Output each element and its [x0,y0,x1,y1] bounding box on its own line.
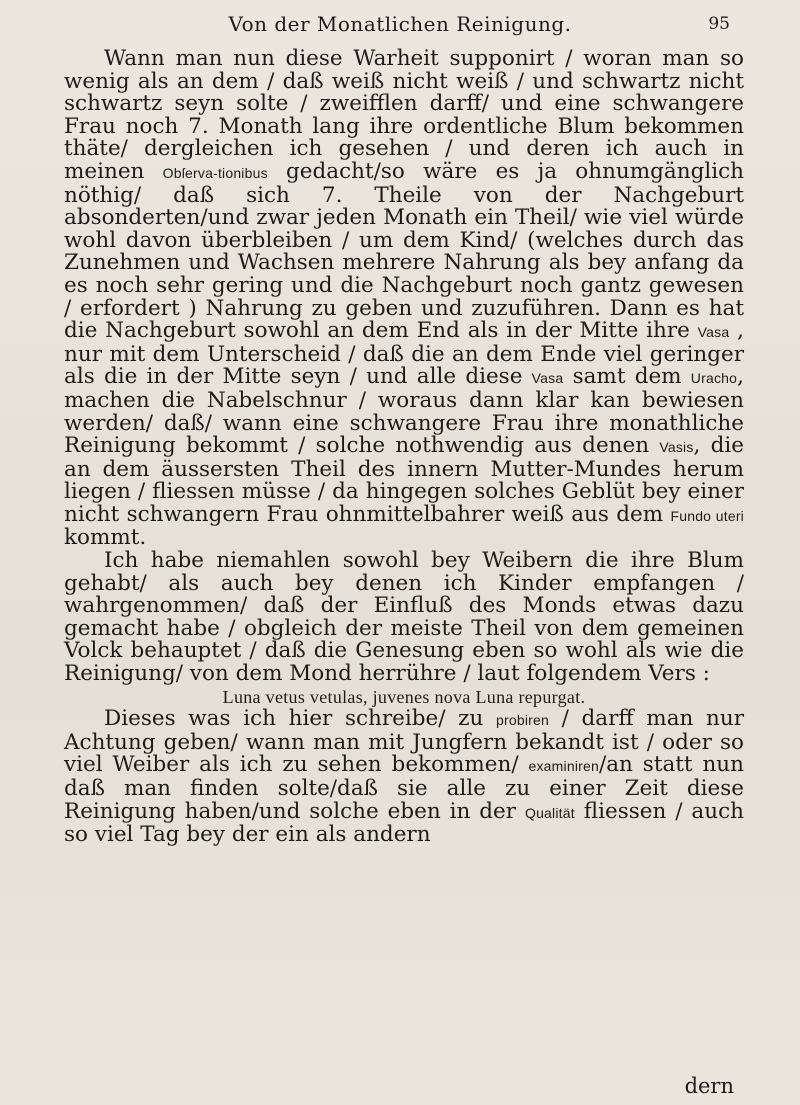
text-run: Ich habe niemahlen sowohl bey Weibern die ihre Blum gehabt/ als auch bey denen ich Kinder empfangen / wahrgenommen/ daß der Einfluß des Monds etwas dazu gemacht habe / obgleich der meiste Theil von dem gemeinen Volck behauptet / daß die Genesung eben so wohl als wie die Reinigung/ von dem Mond herrühre / laut folgendem Vers : [64,548,744,687]
text-run: samt dem [563,364,691,390]
text-run: Dieses was ich hier schreibe/ zu [104,706,496,732]
body-text [64,48,744,847]
latin-term: Uracho [690,370,738,387]
latin-term: Obſerva-tionibus [162,164,268,181]
catchword: dern [684,1074,734,1098]
latin-term: Vasa [531,370,564,387]
text-run: /an statt nun daß man finden solte/daß sie alle zu einer Zeit diese Reinigung haben/und solche eben in der [64,752,744,824]
latin-term: probiren [496,712,549,729]
latin-term: Vasis [659,439,694,456]
latin-term: examiniren [528,758,599,775]
text-run: fliessen / auch so viel Tag bey der ein als andern [64,798,744,848]
paragraph-1 [64,48,744,550]
page-number: 95 [708,14,730,34]
running-head: Von der Monatlichen Reinigung. [228,12,572,36]
text-run: kommt. [64,525,147,551]
text-run: , die an dem äussersten Theil des innern Mutter-Mundes herum liegen / fliessen müsse / da hingegen solches Geblüt bey einer nicht schwangern Frau ohnmittelbahrer weiß aus dem [64,433,744,527]
text-run: , nur mit dem Unterscheid / daß die an dem Ende viel geringer als die in der Mitte seyn / und alle diese [64,318,745,390]
text-run: gedacht/so wäre es ja ohnumgänglich nöthig/ daß sich 7. Theile von der Nachgeburt absonderten/und zwar jeden Monath ein Theil/ wie viel würde wohl davon überbleiben / um dem Kind/ (welches durch das Zunehmen und Wachsen mehrere Nahrung als bey anfang da es noch sehr gering und die Nachgeburt noch gantz gewesen / erfordert ) Nahrung zu geben und zuzuführen. Dann es hat die Nachgeburt sowohl an dem End als in der Mitte ihre [64,158,744,344]
latin-verse: Luna vetus vetulas, juvenes nova Luna repurgat. [222,686,586,707]
text-run: , machen die Nabelschnur / woraus dann klar kan bewiesen werden/ daß/ wann eine schwangere Frau ihre monathliche Reinigung bekommt / solche nothwendig aus denen [64,364,744,459]
page-header [0,10,800,40]
paragraph-3 [64,708,744,847]
paragraph-2 [64,550,744,686]
text-run: Wann man nun diese Warheit supponirt / woran man so wenig als an dem / daß weiß nicht weiß / und schwartz nicht schwartz seyn solte / zweifflen darff/ und eine schwangere Frau noch 7. Monath lang ihre ordentliche Blum bekommen thäte/ dergleichen ich gesehen / und deren ich auch in meinen [64,46,744,184]
latin-term: Fundo uteri [670,507,744,524]
latin-term: Qualität [524,804,575,821]
text-run: / darff man nur Achtung geben/ wann man mit Jungfern bekandt ist / oder so viel Weiber als ich zu sehen bekommen/ [64,706,744,778]
latin-term: Vasa [697,324,730,341]
